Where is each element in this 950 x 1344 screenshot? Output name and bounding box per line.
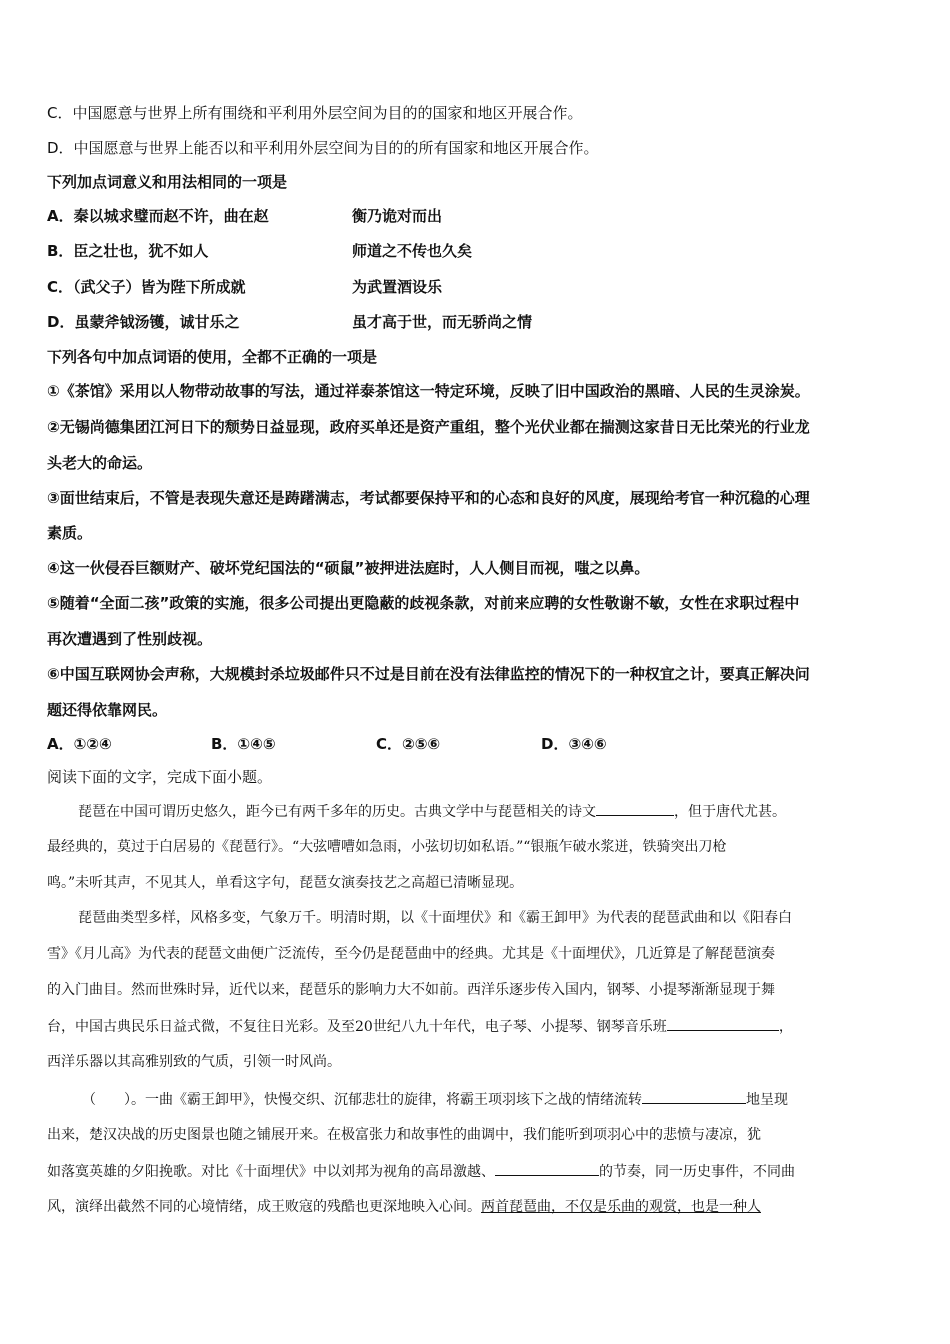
para-2-line-5: 西洋乐器以其高雅别致的气质，引领一时风尚。	[47, 1054, 341, 1070]
option-b-left: B．臣之壮也，犹不如人	[47, 242, 209, 260]
option-d-right: 虽才高于世，而无骄尚之情	[352, 313, 533, 331]
sentence-6-line-2: 题还得依靠网民。	[47, 701, 168, 719]
option-row-d	[47, 312, 533, 332]
para-1-line-3: 鸣。”未听其声，不见其人，单看这字句，琵琶女演奏技艺之高超已清晰显现。	[47, 875, 524, 891]
para-2-line-2: 雪》《月儿高》为代表的琵琶文曲便广泛流传，至今仍是琵琶曲中的经典。尤其是《十面埋伏》，几近算是了解琵琶演奏	[47, 946, 775, 962]
para-2-line-4-tail: ，	[778, 1019, 793, 1035]
option-row-a	[47, 206, 443, 226]
fill-blank-2[interactable]	[667, 1016, 779, 1031]
para-1-line-1-text: 琵琶在中国可谓历史悠久，距今已有两千多年的历史。古典文学中与琵琶相关的诗文	[78, 804, 596, 820]
sentence-3-line-2: 素质。	[47, 524, 93, 542]
option-a-right: 衡乃诡对而出	[352, 207, 443, 225]
para-2-line-4-text: 台，中国古典民乐日益式微，不复往日光彩。及至20世纪八九十年代，电子琴、小提琴、钢琴音乐班	[47, 1019, 667, 1035]
para-1-line-1	[78, 801, 786, 822]
sentence-4: ④这一伙侵吞巨额财产、破坏党纪国法的“硕鼠”被押进法庭时，人人侧目而视，嗤之以鼻。	[47, 559, 650, 577]
option-c-left: C．（武父子）皆为陛下所成就	[47, 278, 246, 296]
choice-c: C．②⑤⑥	[376, 735, 441, 753]
option-row-c	[47, 277, 443, 297]
option-c-right: 为武置酒设乐	[352, 278, 443, 296]
sentence-6-line-1: ⑥中国互联网协会声称，大规模封杀垃圾邮件只不过是目前在没有法律监控的情况下的一种权宜之计，要真正解决问	[47, 665, 810, 683]
para-3-line-4	[47, 1197, 761, 1217]
sentence-2-line-2: 头老大的命运。	[47, 454, 153, 472]
para-3-line-3-text: 如落寞英雄的夕阳挽歌。对比《十面埋伏》中以刘邦为视角的高昂激越、	[47, 1164, 495, 1180]
sentence-5-line-2: 再次遭遇到了性别歧视。	[47, 630, 213, 648]
question-stem-dotted-words: 下列加点词意义和用法相同的一项是	[47, 173, 288, 191]
sentence-2-line-1: ②无锡尚德集团江河日下的颓势日益显现，政府买单还是资产重组，整个光伏业都在揣测这家昔日无比荣光的行业龙	[47, 418, 810, 436]
reading-intro: 阅读下面的文字，完成下面小题。	[47, 768, 273, 786]
choice-d: D．③④⑥	[541, 735, 607, 753]
prev-option-c: C．中国愿意与世界上所有围绕和平利用外层空间为目的的国家和地区开展合作。	[47, 104, 583, 122]
sentence-5-line-1: ⑤随着“全面二孩”政策的实施，很多公司提出更隐蔽的歧视条款，对前来应聘的女性敬谢不敏，女性在求职过程中	[47, 594, 800, 612]
para-3-line-4-text: 风，演绎出截然不同的心境情绪，成王败寇的残酷也更深地映入心间。	[47, 1199, 481, 1215]
choice-a: A．①②④	[47, 735, 112, 753]
para-3-line-3	[47, 1161, 795, 1182]
option-a-left: A．秦以城求璧而赵不许，曲在赵	[47, 207, 269, 225]
para-3-line-2: 出来，楚汉决战的历史图景也随之铺展开来。在极富张力和故事性的曲调中，我们能听到项羽心中的悲愤与凄凉，犹	[47, 1127, 761, 1143]
para-3-line-1	[82, 1089, 788, 1110]
para-3-line-3-tail: 的节奏，同一历史事件，不同曲	[599, 1164, 795, 1180]
question-stem-idioms: 下列各句中加点词语的使用，全都不正确的一项是	[47, 348, 378, 366]
fill-blank-4[interactable]	[495, 1161, 599, 1176]
fill-blank-1[interactable]	[596, 801, 674, 816]
option-d-left: D．虽蒙斧钺汤镬，诚甘乐之	[47, 313, 240, 331]
para-3-line-1-text: （ ）。一曲《霸王卸甲》，快慢交织、沉郁悲壮的旋律，将霸王项羽垓下之战的情绪流转	[82, 1092, 642, 1108]
para-1-line-1-tail: ，但于唐代尤甚。	[674, 804, 786, 820]
prev-option-d: D．中国愿意与世界上能否以和平利用外层空间为目的的所有国家和地区开展合作。	[47, 139, 599, 157]
para-2-line-3: 的入门曲目。然而世殊时异，近代以来，琵琶乐的影响力大不如前。西洋乐逐步传入国内，钢琴、小提琴渐渐显现于舞	[47, 982, 775, 998]
option-row-b	[47, 241, 473, 261]
underlined-sentence: 两首琵琶曲，不仅是乐曲的观赏，也是一种人	[481, 1199, 761, 1215]
fill-blank-3[interactable]	[642, 1089, 746, 1104]
option-b-right: 师道之不传也久矣	[352, 242, 473, 260]
choice-b: B．①④⑤	[211, 735, 276, 753]
para-1-line-2: 最经典的，莫过于白居易的《琵琶行》。“大弦嘈嘈如急雨，小弦切切如私语。”“银瓶乍破水浆迸，铁骑突出刀枪	[47, 839, 727, 855]
para-2-line-1: 琵琶曲类型多样，风格多变，气象万千。明清时期，以《十面埋伏》和《霸王卸甲》为代表的琵琶武曲和以《阳春白	[78, 910, 792, 926]
para-3-line-1-tail: 地呈现	[746, 1092, 788, 1108]
para-2-line-4	[47, 1016, 793, 1037]
sentence-1: ①《茶馆》采用以人物带动故事的写法，通过祥泰茶馆这一特定环境，反映了旧中国政治的黑暗、人民的生灵涂炭。	[47, 382, 810, 400]
sentence-3-line-1: ③面世结束后，不管是表现失意还是踌躇满志，考试都要保持平和的心态和良好的风度，展现给考官一种沉稳的心理	[47, 489, 810, 507]
